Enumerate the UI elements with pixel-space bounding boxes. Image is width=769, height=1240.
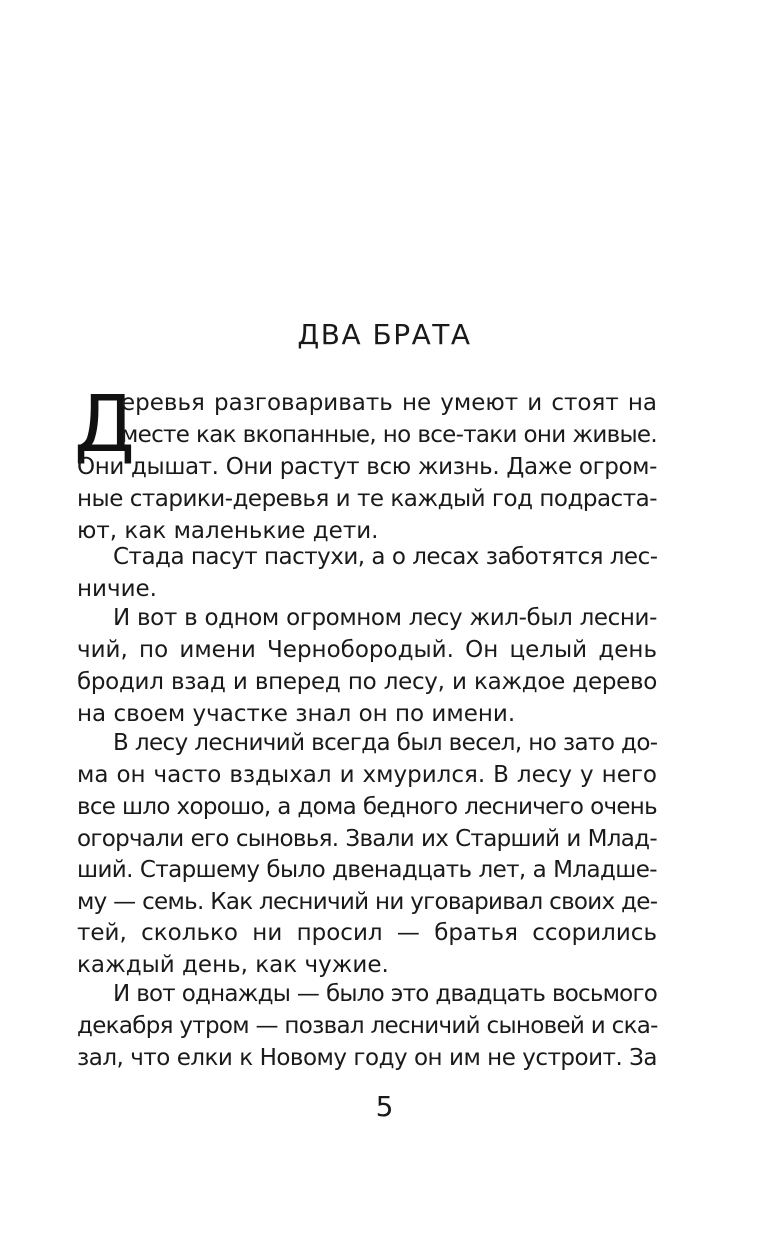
text-line: ничие. (77, 576, 157, 602)
text-line: му — семь. Как лесничий ни уговаривал своих де- (77, 889, 658, 915)
text-line: огорчали его сыновья. Звали их Старший и Млад- (77, 826, 657, 852)
text-line: тей, сколько ни просил — братья ссорились (77, 920, 657, 946)
text-line: месте как вкопанные, но все-таки они живые. (121, 422, 657, 448)
text-line: Они дышат. Они растут всю жизнь. Даже огром- (77, 454, 657, 480)
text-line: каждый день, как чужие. (77, 952, 389, 978)
drop-cap: Д (74, 380, 135, 470)
text-line: еревья разговаривать не умеют и стоят на (121, 390, 657, 416)
text-line: ные старики-деревья и те каждый год подраста- (77, 486, 657, 512)
text-line: И вот в одном огромном лесу жил-был лесни- (113, 605, 657, 631)
text-line: бродил взад и вперед по лесу, и каждое дерево (77, 669, 657, 695)
page-number: 5 (375, 1090, 394, 1123)
text-line: И вот однажды — было это двадцать восьмого (113, 981, 657, 1007)
text-line: ют, как маленькие дети. (77, 518, 379, 544)
text-line: чий, по имени Чернобородый. Он целый день (77, 637, 657, 663)
text-line: на своем участке знал он по имени. (77, 701, 516, 727)
text-line: В лесу лесничий всегда был весел, но зато до- (113, 730, 658, 756)
text-line: ма он часто вздыхал и хмурился. В лесу у него (77, 762, 657, 788)
text-line: все шло хорошо, а дома бедного лесничего очень (77, 794, 657, 820)
text-line: Стада пасут пастухи, а о лесах заботятся лес- (113, 544, 658, 570)
text-line: ший. Старшему было двенадцать лет, а Младше- (77, 857, 657, 883)
chapter-title: ДВА БРАТА (297, 318, 472, 351)
text-line: зал, что елки к Новому году он им не устроит. За (77, 1045, 657, 1071)
text-line: декабря утром — позвал лесничий сыновей и ска- (77, 1013, 658, 1039)
